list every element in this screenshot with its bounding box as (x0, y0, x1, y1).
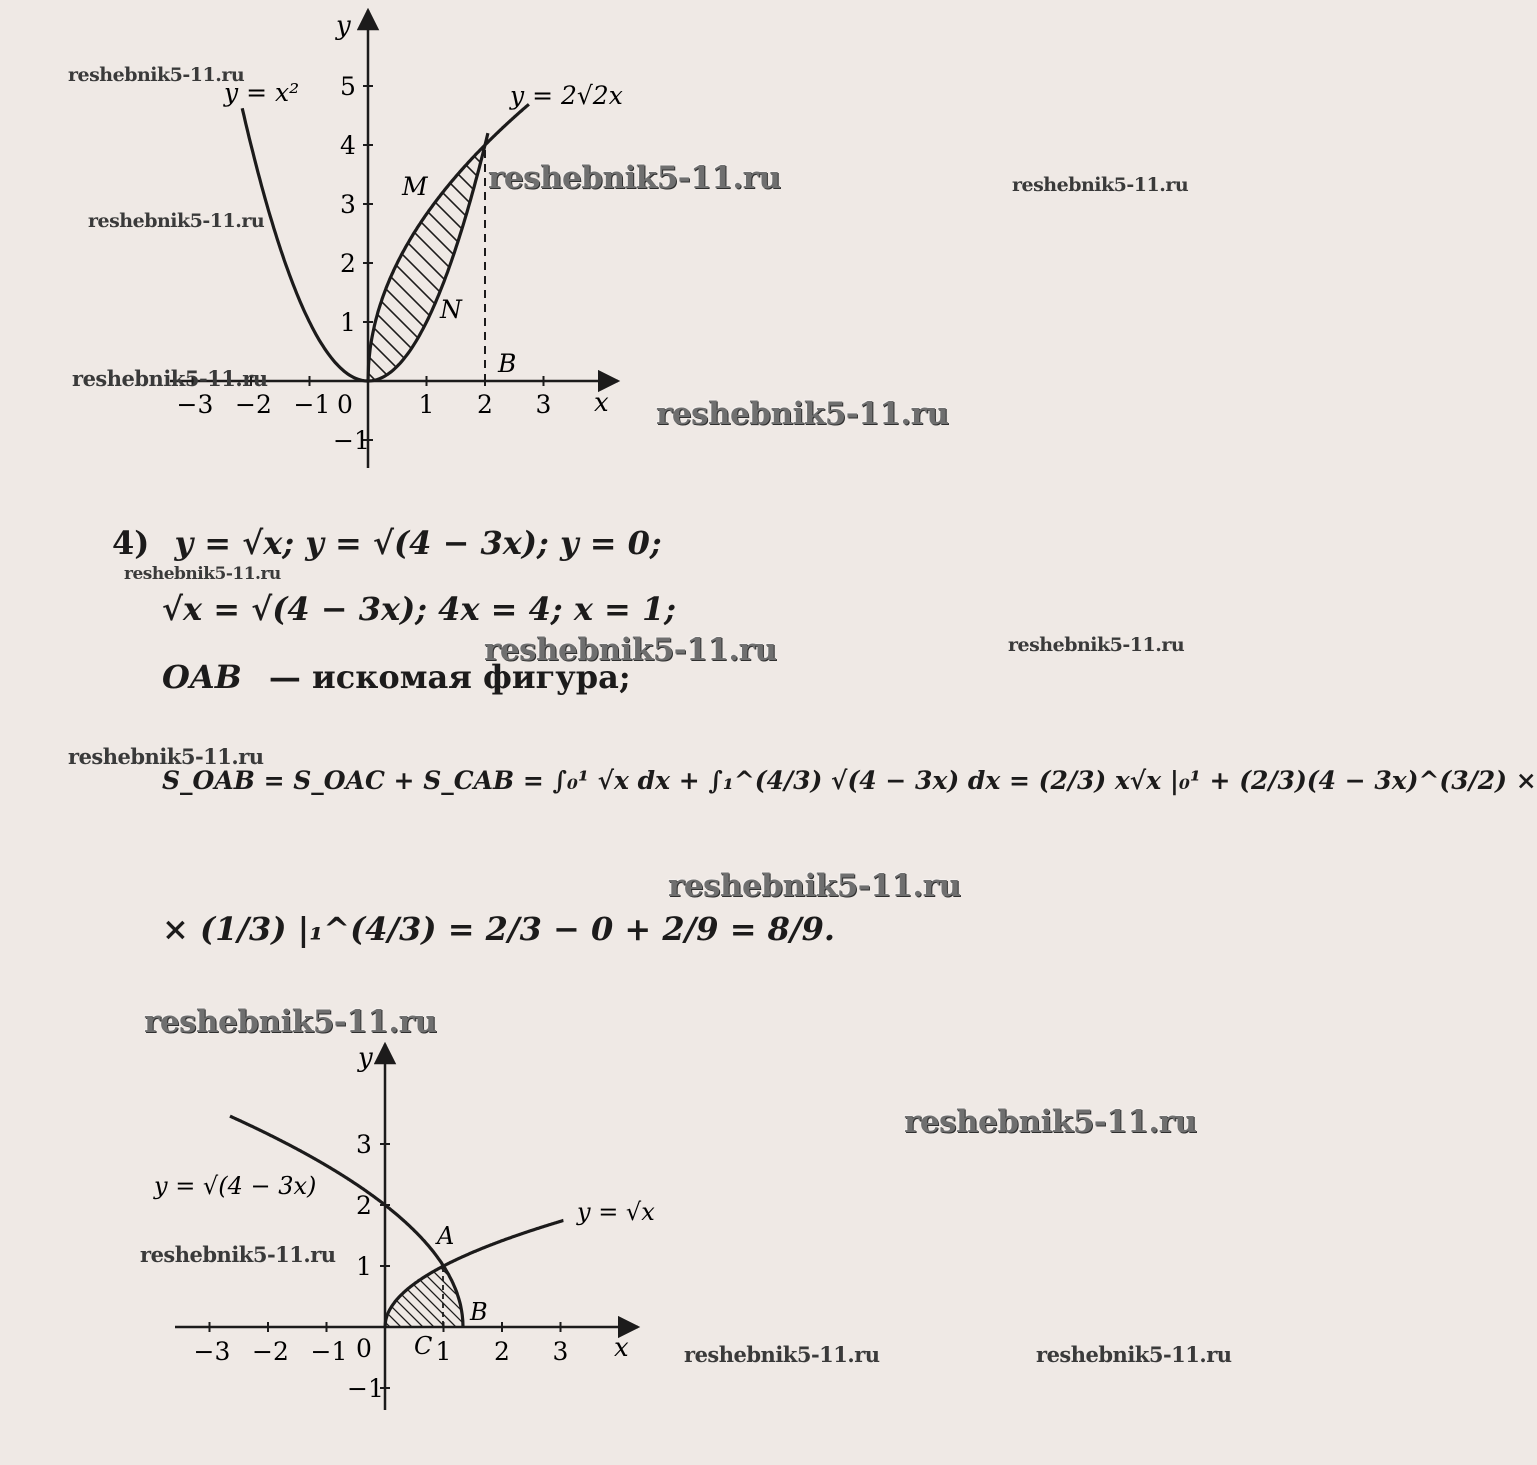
point-a-label: A (437, 1222, 455, 1250)
origin-label: 0 (337, 390, 353, 419)
problem-equations: y = √x; y = √(4 − 3x); y = 0; (174, 524, 662, 562)
watermark: reshebnik5-11.ru (124, 564, 281, 584)
y-tick-label: 1 (340, 308, 356, 337)
y-tick-label: 2 (340, 249, 356, 278)
watermark: reshebnik5-11.ru (656, 396, 949, 432)
curve-sqrt-x-label: y = √x (577, 1198, 655, 1226)
watermark: reshebnik5-11.ru (484, 632, 777, 668)
y-tick-label: 5 (340, 72, 356, 101)
point-b-label: B (498, 349, 517, 378)
point-n-label: N (440, 295, 462, 324)
x-tick-label: 1 (435, 1337, 452, 1366)
y-tick-label: −1 (347, 1374, 384, 1403)
axis-ticks (177, 72, 552, 455)
curve-sqrt-4-3x-label: y = √(4 − 3x) (154, 1172, 317, 1200)
origin-label: 0 (356, 1334, 372, 1363)
x-tick-label: −2 (252, 1337, 289, 1366)
y-tick-label: 3 (356, 1130, 372, 1159)
x-axis-label: x (594, 388, 609, 418)
x-axis-label: x (614, 1333, 629, 1363)
curve-sqrt-4-3x (230, 1116, 463, 1327)
x-tick-label: −1 (293, 390, 331, 419)
hatched-region (180, 1260, 651, 1335)
y-tick-label: 2 (356, 1191, 372, 1220)
graph-sqrt (0, 1020, 680, 1460)
point-b-label: B (470, 1298, 488, 1326)
watermark: reshebnik5-11.ru (68, 64, 245, 86)
y-tick-label: 3 (340, 190, 356, 219)
watermark: reshebnik5-11.ru (68, 744, 264, 769)
x-tick-label: 3 (552, 1337, 569, 1366)
x-tick-label: −2 (235, 390, 272, 419)
watermark: reshebnik5-11.ru (1012, 174, 1189, 196)
point-m-label: M (402, 172, 428, 201)
curve-parabola (242, 108, 488, 381)
curve-parabola-label: y = x² (224, 78, 300, 107)
y-tick-label: 4 (340, 131, 356, 160)
problem-line-2: √x = √(4 − 3x); 4x = 4; x = 1; (162, 590, 677, 628)
y-tick-label: −1 (333, 426, 370, 455)
y-axis-label: y (358, 1043, 373, 1073)
problem-line-1 (112, 524, 662, 562)
figure-description: — искомая фигура; (268, 658, 631, 696)
watermark: reshebnik5-11.ru (1008, 634, 1185, 656)
watermark: reshebnik5-11.ru (72, 366, 268, 391)
watermark: reshebnik5-11.ru (904, 1104, 1197, 1140)
x-tick-label: 1 (418, 390, 435, 419)
problem-line-4: S_OAB = S_OAC + S_CAB = ∫₀¹ √x dx + ∫₁^(4/3) √(4 − 3x) dx = (2/3) x√x |₀¹ + (2/3)(4 − 3x)^(3/2) × (162, 766, 1537, 795)
x-tick-label: 3 (535, 390, 552, 419)
y-axis-label: y (336, 11, 351, 41)
x-tick-label: −3 (176, 390, 214, 419)
watermark: reshebnik5-11.ru (668, 868, 961, 904)
figure-name: OAB (162, 658, 242, 696)
watermark: reshebnik5-11.ru (488, 160, 781, 196)
y-tick-label: 1 (356, 1252, 372, 1281)
x-tick-label: −3 (193, 1337, 231, 1366)
x-tick-label: 2 (477, 390, 493, 419)
watermark: reshebnik5-11.ru (88, 210, 265, 232)
problem-number: 4) (112, 524, 150, 562)
x-tick-label: −1 (310, 1337, 348, 1366)
x-tick-label: 2 (494, 1337, 510, 1366)
curve-root-label: y = 2√2x (510, 81, 623, 110)
watermark: reshebnik5-11.ru (144, 1004, 437, 1040)
curve-root (368, 104, 529, 381)
watermark: reshebnik5-11.ru (684, 1342, 880, 1367)
problem-line-5: × (1/3) |₁^(4/3) = 2/3 − 0 + 2/9 = 8/9. (162, 910, 835, 948)
point-c-label: C (414, 1332, 433, 1360)
watermark: reshebnik5-11.ru (140, 1242, 336, 1267)
watermark: reshebnik5-11.ru (1036, 1342, 1232, 1367)
